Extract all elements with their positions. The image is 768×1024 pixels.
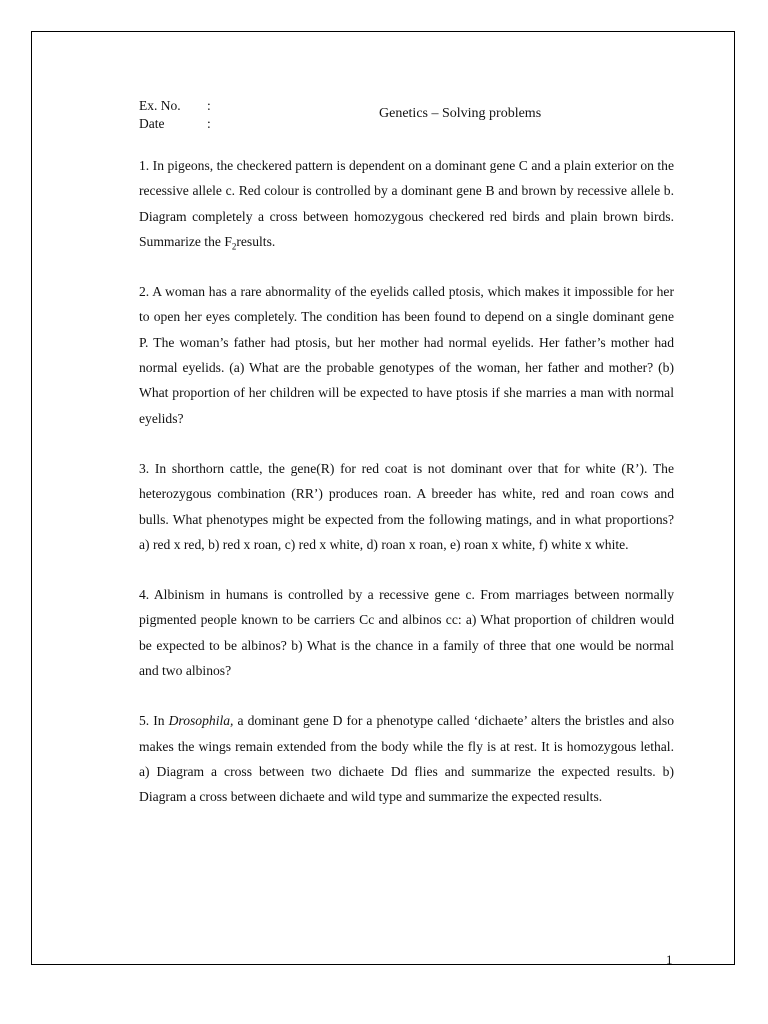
document-title: Genetics – Solving problems [379,106,542,121]
problem-5 [139,708,674,809]
problem-1-text-end: results. [236,233,276,249]
problem-4: 4. Albinism in humans is controlled by a recessive gene c. From marriages between normally pigmented people known to be carriers Cc and albinos cc: a) What proportion of children would be expected to be albinos? b) What is the chance in a family of three that one would be normal and two albinos? [139,587,674,679]
problem-5-italic-term: Drosophila, [168,713,234,729]
problem-5-text: 5. In [139,713,169,729]
problem-1 [139,153,674,254]
problem-3: 3. In shorthorn cattle, the gene(R) for red coat is not dominant over that for white (R’). The heterozygous combination (RR’) produces roan. A breeder has white, red and roan cows and bulls. What phenotypes might be expected from the following matings, and in what proportions? a) red x red, b) red x roan, c) red x white, d) roan x roan, e) roan x white, f) white x white. [139,460,674,552]
page-number: 1 [666,952,673,967]
problem-list [139,153,674,835]
problem-2: 2. A woman has a rare abnormality of the eyelids called ptosis, which makes it impossible for her to open her eyes completely. The condition has been found to depend on a single dominant gene P. The woman’s father had ptosis, but her mother had normal eyelids. Her father’s mother had normal eyelids. (a) What are the probable genotypes of the woman, her father and mother? (b) What proportion of her children will be expected to have ptosis if she marries a man with normal eyelids? [139,284,674,426]
problem-5-text-end: a dominant gene D for a phenotype called ‘dichaete’ alters the bristles and also makes the wings remain extended from the body while the fly is at rest. It is homozygous lethal. a) Diagram a cross between two dichaete Dd flies and summarize the expected results. b) Diagram a cross between dichaete and wild type and summarize the expected results. [139,713,674,805]
date-colon: : [207,116,211,131]
date-row [139,116,211,132]
problem-1-text: 1. In pigeons, the checkered pattern is dependent on a dominant gene C and a plain exterior on the recessive allele c. Red colour is controlled by a dominant gene B and brown by recessive allele b. Diagram completely a cross between homozygous checkered red birds and plain brown birds. Summarize the F [139,158,674,249]
ex-no-row [139,98,211,114]
document-header [139,98,679,138]
problem-1-subscript: 2 [231,241,237,252]
ex-no-label: Ex. No. [139,98,181,113]
date-label: Date [139,116,165,131]
ex-no-colon: : [207,98,211,113]
